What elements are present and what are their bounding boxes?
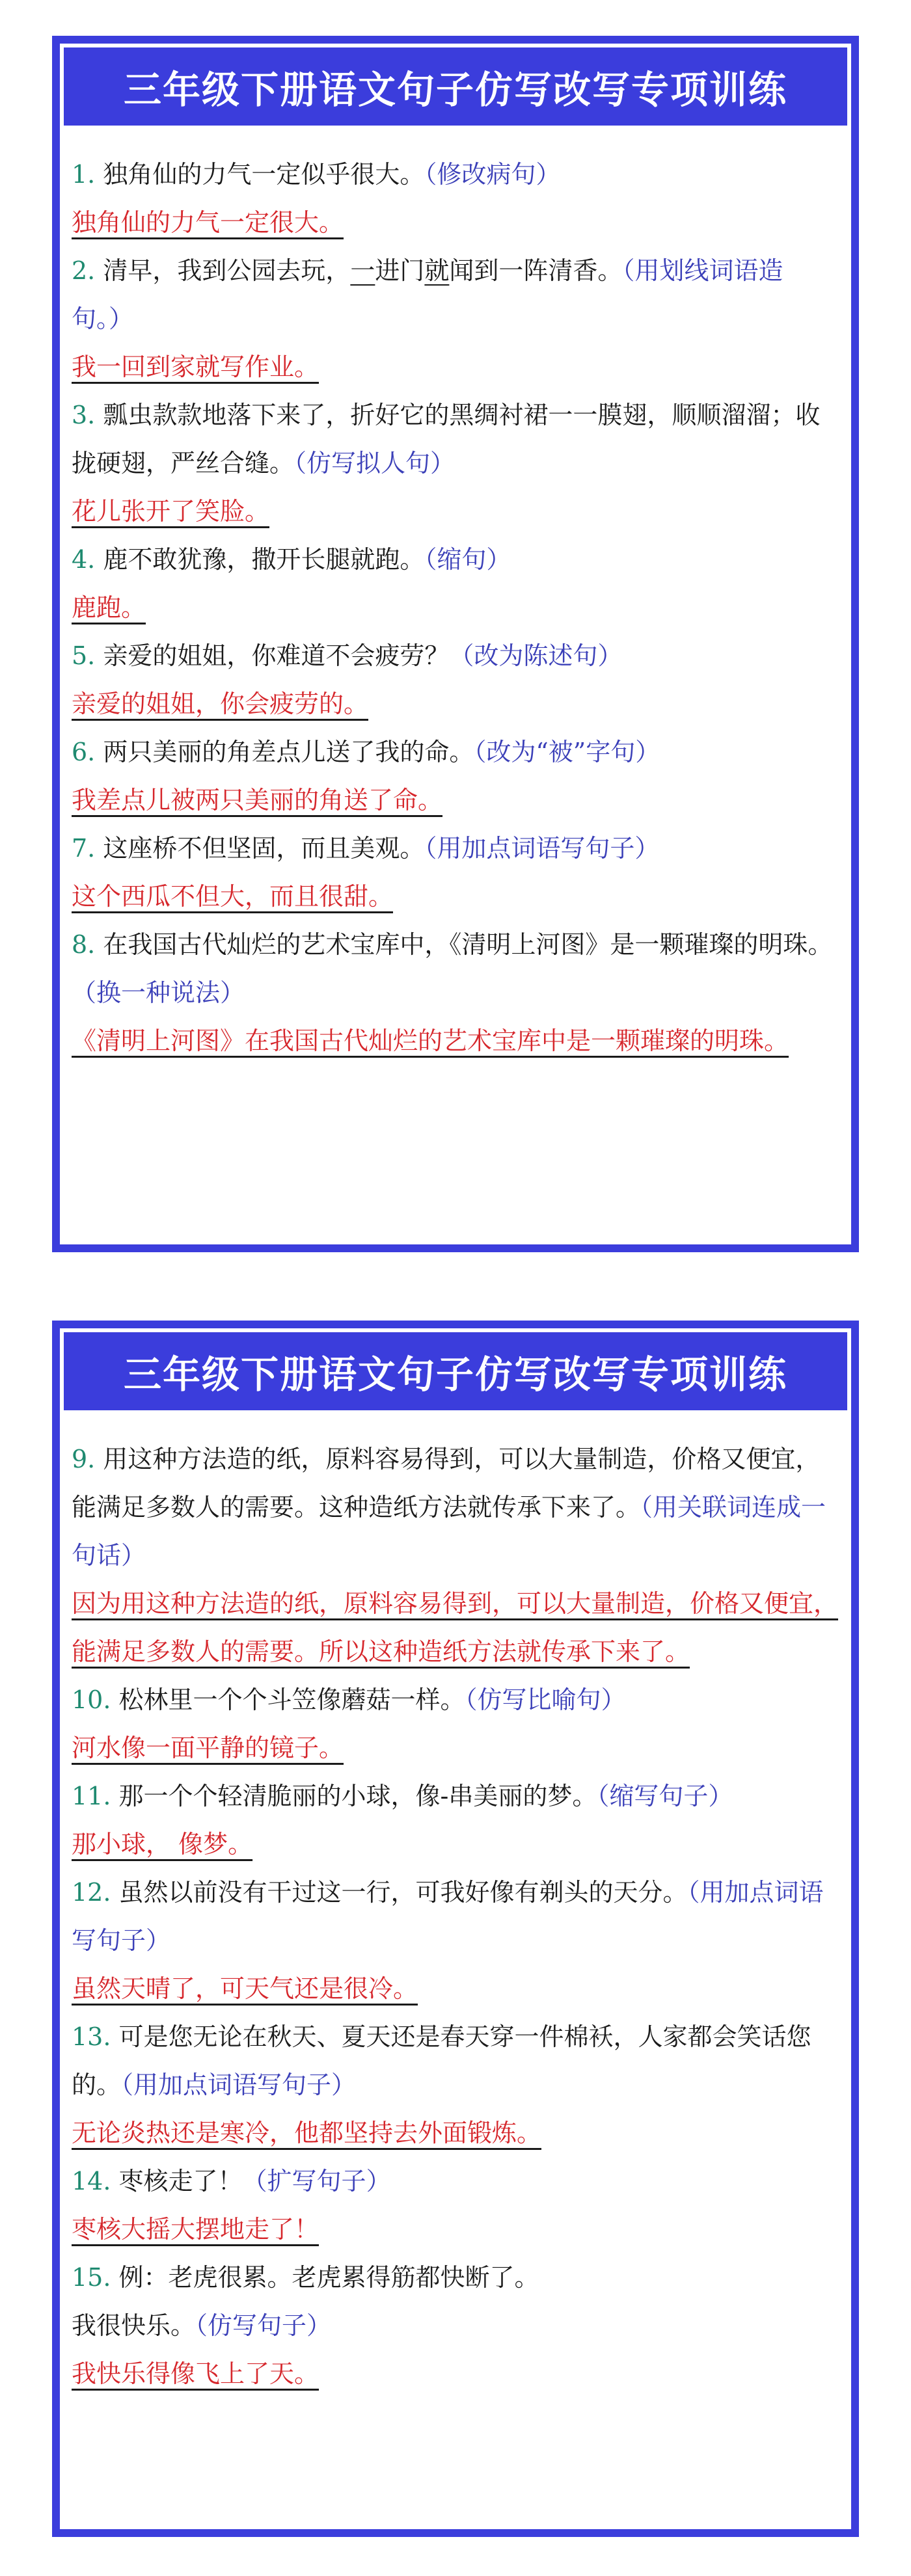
answer-4	[72, 584, 839, 632]
question-5: 5. 亲爱的姐姐，你难道不会疲劳？（改为陈述句）	[72, 641, 623, 670]
exercise-card-2	[52, 1321, 859, 2537]
question-11: 11. 那一个个轻清脆丽的小球，像-串美丽的梦。（缩写句子）	[72, 1782, 733, 1810]
question-hint: 用加点词语写句子	[133, 2071, 332, 2099]
question-text: 用这种方法造的纸，原料容易得到，可以大量制造，价格又便宜，能满足多数人的需要。这种造纸方法就传承下来了。	[72, 1445, 821, 1522]
question-number: 9.	[72, 1445, 96, 1473]
question-10: 10. 松林里一个个斗笠像蘑菇一样。（仿写比喻句）	[72, 1685, 626, 1714]
question-number: 4.	[72, 545, 96, 574]
question-hint: 仿写句子	[208, 2311, 307, 2340]
underlined-word: 就	[424, 256, 450, 285]
question-hint: 仿写拟人句	[306, 449, 431, 477]
question-4: 4. 鹿不敢犹豫，撒开长腿就跑。（缩句）	[72, 545, 511, 574]
card-content	[60, 126, 851, 1065]
answer-8	[72, 1017, 839, 1065]
answer-text: 这个西瓜不但大，而且很甜。	[72, 882, 394, 911]
question-9: 9. 用这种方法造的纸，原料容易得到，可以大量制造，价格又便宜，能满足多数人的需要。这种造纸方法就传承下来了。（用关联词连成一句话）	[72, 1445, 826, 1570]
question-text: 独角仙的力气一定似乎很大。	[95, 160, 425, 189]
question-text: 两只美丽的角差点儿送了我的命。	[95, 738, 474, 766]
answer-5	[72, 680, 839, 728]
question-hint: 用划线词语造句。	[72, 256, 783, 333]
question-text: 在我国古代灿烂的艺术宝库中，《清明上河图》是一颗璀璨的明珠。	[95, 930, 833, 959]
answer-13	[72, 2109, 839, 2157]
answer-7	[72, 872, 839, 920]
question-6: 6. 两只美丽的角差点儿送了我的命。（改为“被”字句）	[72, 738, 660, 766]
question-2: 2. 清早，我到公园去玩，一进门就闻到一阵清香。（用划线词语造句。）	[72, 256, 783, 333]
answer-2	[72, 343, 839, 391]
question-number: 11.	[72, 1782, 111, 1810]
question-hint: 用加点词语写句子	[72, 1878, 824, 1955]
question-hint: 仿写比喻句	[477, 1685, 601, 1714]
question-number: 15.	[72, 2263, 111, 2292]
answer-text: 那小球， 像梦。	[72, 1830, 253, 1858]
card-title: 三年级下册语文句子仿写改写专项训练	[64, 47, 847, 126]
question-number: 8.	[72, 930, 96, 959]
answer-15	[72, 2350, 839, 2398]
card-title: 三年级下册语文句子仿写改写专项训练	[64, 1332, 847, 1410]
question-text: 闻到一阵清香。	[449, 256, 623, 285]
question-text: 虽然以前没有干过这一行，可我好像有剃头的天分。	[111, 1878, 688, 1907]
question-hint: 用关联词连成一句话	[72, 1493, 826, 1570]
question-12: 12. 虽然以前没有干过这一行，可我好像有剃头的天分。（用加点词语写句子）	[72, 1878, 824, 1955]
question-text: 那一个个轻清脆丽的小球，像-串美丽的梦。	[111, 1782, 597, 1810]
question-text: 清早，我到公园去玩，	[95, 256, 351, 285]
question-14: 14. 枣核走了！（扩写句子）	[72, 2167, 391, 2195]
question-number: 6.	[72, 738, 96, 766]
answer-6	[72, 776, 839, 824]
question-8: 8. 在我国古代灿烂的艺术宝库中，《清明上河图》是一颗璀璨的明珠。（换一种说法）	[72, 930, 833, 1007]
question-hint: 扩写句子	[267, 2167, 366, 2195]
answer-3	[72, 487, 839, 535]
answer-12	[72, 1965, 839, 2013]
answer-text: 枣核大摇大摆地走了！	[72, 2215, 320, 2244]
answer-text: 鹿跑。	[72, 593, 146, 622]
question-text: 瓢虫款款地落下来了，折好它的黑绸衬裙一一膜翅，顺顺溜溜；收拢硬翅，严丝合缝。	[72, 401, 821, 477]
question-15	[72, 2253, 839, 2301]
answer-14	[72, 2205, 839, 2253]
answer-text: 《清明上河图》在我国古代灿烂的艺术宝库中是一颗璀璨的明珠。	[72, 1026, 789, 1055]
question-hint: 用加点词语写句子	[437, 834, 635, 863]
question-number: 3.	[72, 401, 96, 429]
underlined-word: 一	[350, 256, 375, 285]
question-text: 例：老虎很累。老虎累得筋都快断了。	[111, 2263, 539, 2292]
answer-10	[72, 1724, 839, 1772]
question-number: 7.	[72, 834, 96, 863]
question-hint: 缩句	[437, 545, 487, 574]
answer-text: 独角仙的力气一定很大。	[72, 208, 344, 237]
question-7: 7. 这座桥不但坚固，而且美观。（用加点词语写句子）	[72, 834, 660, 863]
question-15-prompt: 我很快乐。（仿写句子）	[72, 2311, 332, 2340]
question-hint: 改为陈述句	[474, 641, 598, 670]
question-text: 这座桥不但坚固，而且美观。	[95, 834, 425, 863]
answer-9	[72, 1579, 839, 1676]
answer-text: 亲爱的姐姐，你会疲劳的。	[72, 690, 369, 718]
question-number: 12.	[72, 1878, 111, 1907]
answer-text: 我一回到家就写作业。	[72, 353, 320, 381]
question-number: 10.	[72, 1685, 111, 1714]
question-hint: 修改病句	[437, 160, 536, 189]
answer-text: 河水像一面平静的镜子。	[72, 1734, 344, 1762]
question-hint: 换一种说法	[96, 978, 221, 1007]
question-number: 2.	[72, 256, 96, 285]
question-text: 枣核走了！	[111, 2167, 243, 2195]
question-1: 1. 独角仙的力气一定似乎很大。（修改病句）	[72, 160, 561, 189]
answer-text: 我差点儿被两只美丽的角送了命。	[72, 786, 443, 814]
answer-text: 我快乐得像飞上了天。	[72, 2359, 320, 2388]
answer-text: 花儿张开了笑脸。	[72, 497, 270, 526]
question-3: 3. 瓢虫款款地落下来了，折好它的黑绸衬裙一一膜翅，顺顺溜溜；收拢硬翅，严丝合缝。（仿写拟人句）	[72, 401, 821, 477]
answer-text: 虽然天晴了，可天气还是很冷。	[72, 1974, 418, 2003]
card-content	[60, 1410, 851, 2398]
question-hint: 改为“被”字句	[486, 738, 636, 766]
exercise-card-1	[52, 36, 859, 1252]
question-number: 1.	[72, 160, 96, 189]
question-13: 13. 可是您无论在秋天、夏天还是春天穿一件棉袄，人家都会笑话您的。（用加点词语写句子）	[72, 2022, 811, 2099]
answer-text: 无论炎热还是寒冷，他都坚持去外面锻炼。	[72, 2119, 542, 2147]
question-text: 鹿不敢犹豫，撒开长腿就跑。	[95, 545, 425, 574]
question-text: 可是您无论在秋天、夏天还是春天穿一件棉袄，人家都会笑话您的。	[72, 2022, 811, 2099]
question-text: 松林里一个个斗笠像蘑菇一样。	[111, 1685, 465, 1714]
question-text: 亲爱的姐姐，你难道不会疲劳？	[95, 641, 450, 670]
answer-11	[72, 1820, 839, 1868]
question-hint: 缩写句子	[609, 1782, 709, 1810]
question-text: 进门	[375, 256, 425, 285]
question-number: 14.	[72, 2167, 111, 2195]
question-number: 5.	[72, 641, 96, 670]
answer-text: 因为用这种方法造的纸，原料容易得到，可以大量制造，价格又便宜，能满足多数人的需要。所以这种造纸方法就传承下来了。	[72, 1589, 839, 1666]
answer-1	[72, 198, 839, 247]
question-text: 我很快乐。	[72, 2311, 196, 2340]
question-number: 13.	[72, 2022, 111, 2051]
